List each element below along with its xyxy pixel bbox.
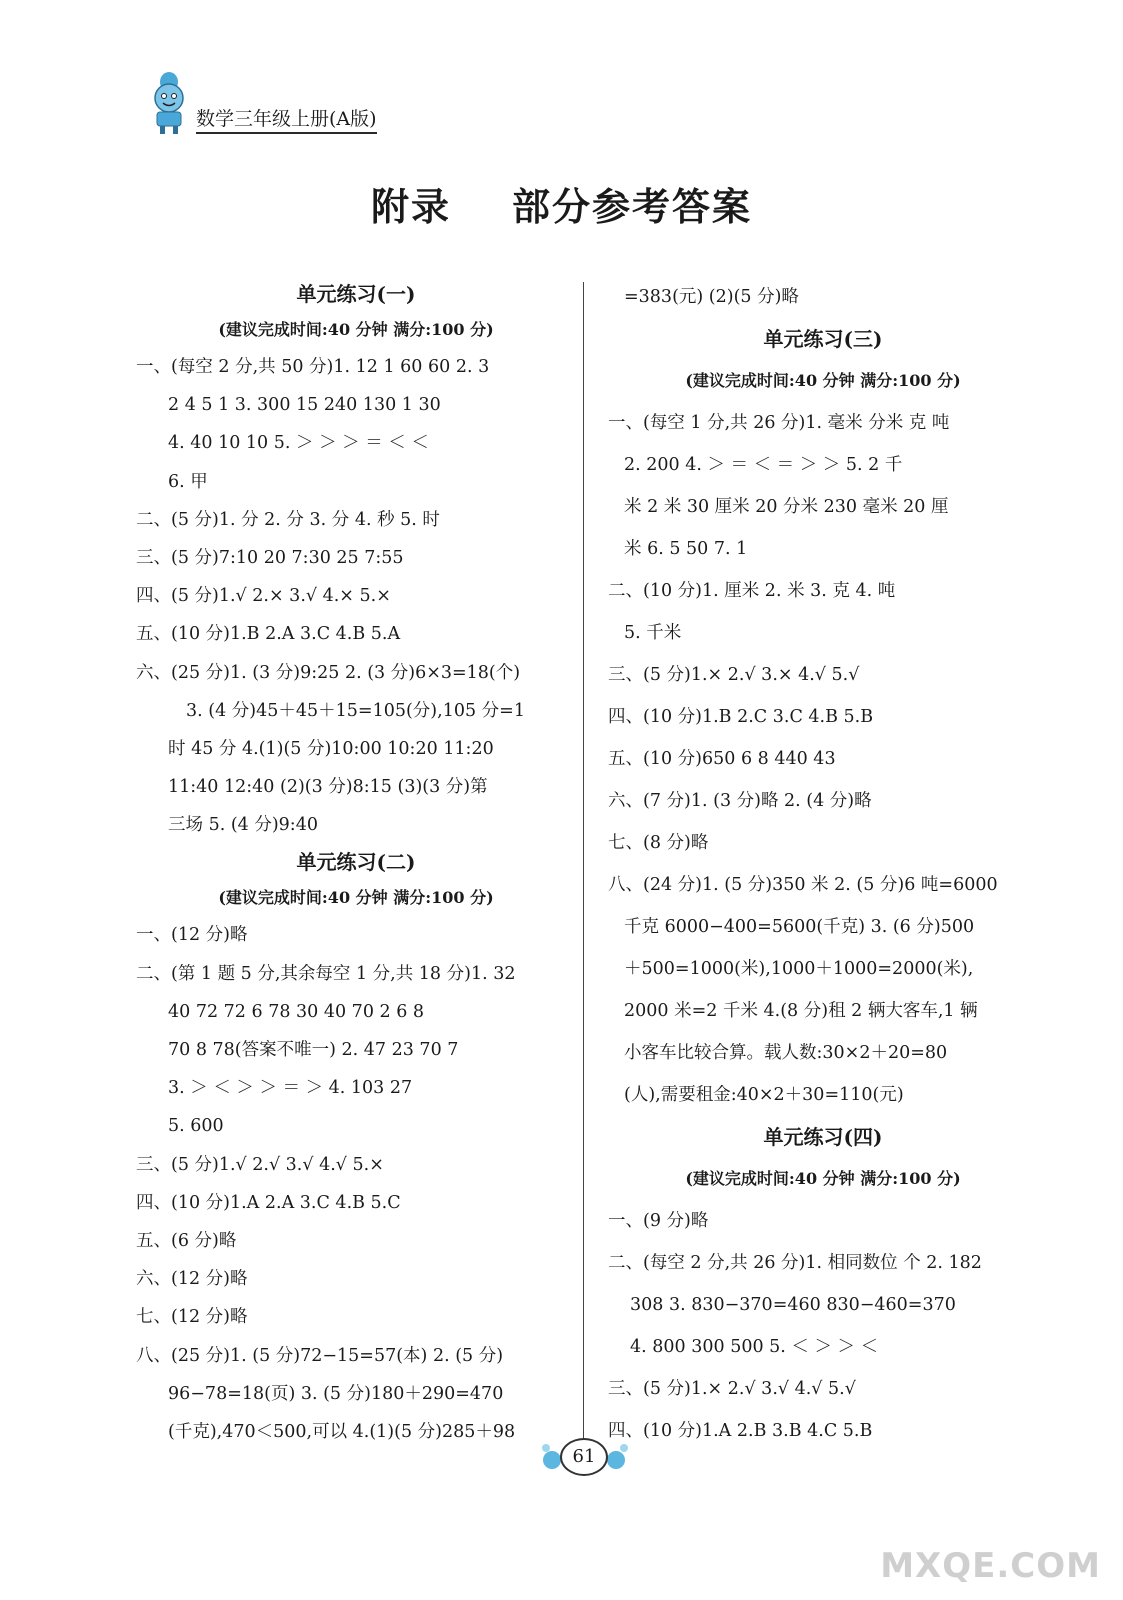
answer-line: 3. (4 分)45＋45＋15=105(分),105 分=1 [186,700,525,721]
answer-line: (人),需要租金:40×2＋30=110(元) [624,1085,904,1105]
column-divider [583,282,584,1462]
answer-line: 七、(12 分)略 [136,1307,248,1328]
answer-line: 时 45 分 4.(1)(5 分)10:00 10:20 11:20 [168,738,494,759]
answer-line: 五、(6 分)略 [136,1230,237,1251]
answer-line: 4. 800 300 500 5. ＜ ＞ ＞ ＜ [630,1337,879,1357]
section-subtitle: (建议完成时间:40 分钟 满分:100 分) [218,888,494,908]
answer-line: 六、(12 分)略 [136,1269,248,1290]
section-title: 单元练习(三) [763,327,883,351]
book-header [148,68,408,138]
section-subtitle: (建议完成时间:40 分钟 满分:100 分) [685,371,961,390]
answer-line: 11:40 12:40 (2)(3 分)8:15 (3)(3 分)第 [168,777,488,798]
answer-line: 2. 200 4. ＞ ＝ ＜ ＝ ＞ ＞ 5. 2 千 [624,455,903,475]
answer-line: 三、(5 分)7:10 20 7:30 25 7:55 [136,547,404,568]
answer-line: 3. ＞ ＜ ＞ ＞ ＝ ＞ 4. 103 27 [168,1078,413,1099]
answer-line: ＋500=1000(米),1000＋1000=2000(米), [624,959,974,979]
answer-line: 米 2 米 30 厘米 20 分米 230 毫米 20 厘 [624,497,949,517]
answer-line: 三、(5 分)1.× 2.√ 3.× 4.√ 5.√ [608,665,860,685]
answer-line: 一、(每空 1 分,共 26 分)1. 毫米 分米 克 吨 [608,413,950,433]
answer-line: 四、(5 分)1.√ 2.× 3.√ 4.× 5.× [136,586,391,607]
answer-line: 6. 甲 [168,471,208,492]
answer-line: 米 6. 5 50 7. 1 [624,539,748,559]
answer-line: 308 3. 830−370=460 830−460=370 [630,1295,956,1315]
right-column [608,276,1038,1452]
answer-line: 三、(5 分)1.× 2.√ 3.√ 4.√ 5.√ [608,1379,856,1399]
answer-line: 二、(5 分)1. 分 2. 分 3. 分 4. 秒 5. 时 [136,509,440,530]
answer-line: 一、(每空 2 分,共 50 分)1. 12 1 60 60 2. 3 [136,357,490,377]
answer-line: 六、(7 分)1. (3 分)略 2. (4 分)略 [608,791,872,811]
page-title: 附录 部分参考答案 [371,185,752,229]
answer-line: 四、(10 分)1.A 2.B 3.B 4.C 5.B [608,1421,873,1441]
answer-line: 千克 6000−400=5600(千克) 3. (6 分)500 [624,917,975,937]
answer-line: 八、(25 分)1. (5 分)72−15=57(本) 2. (5 分) [136,1345,504,1366]
answer-line: 三场 5. (4 分)9:40 [168,815,318,836]
page-number: 61 [560,1438,608,1476]
page-footer [540,1436,630,1476]
answer-line: 三、(5 分)1.√ 2.√ 3.√ 4.√ 5.× [136,1154,384,1175]
section-subtitle: (建议完成时间:40 分钟 满分:100 分) [685,1169,961,1188]
answer-line: 六、(25 分)1. (3 分)9:25 2. (3 分)6×3=18(个) [136,662,521,683]
answer-line: 一、(9 分)略 [608,1211,709,1231]
section-title: 单元练习(四) [763,1125,883,1149]
section-title: 单元练习(一) [296,282,416,306]
answer-line: 七、(8 分)略 [608,833,709,853]
answer-line: 70 8 78(答案不唯一) 2. 47 23 70 7 [168,1040,459,1060]
answer-line: 二、(第 1 题 5 分,其余每空 1 分,共 18 分)1. 32 [136,963,516,984]
answer-line: 5. 600 [168,1116,224,1137]
answer-line: (千克),470＜500,可以 4.(1)(5 分)285＋98 [168,1421,516,1442]
answer-line: 四、(10 分)1.B 2.C 3.C 4.B 5.B [608,707,874,727]
watermark-text: MXQE.COM [880,1546,1101,1586]
answer-line: 二、(10 分)1. 厘米 2. 米 3. 克 4. 吨 [608,581,896,601]
answer-line: 一、(12 分)略 [136,925,248,946]
mascot-icon [148,68,190,136]
answer-line: 2000 米=2 千米 4.(8 分)租 2 辆大客车,1 辆 [624,1001,978,1021]
answer-line: 96−78=18(页) 3. (5 分)180＋290=470 [168,1383,504,1404]
answer-line: 5. 千米 [624,623,682,643]
answer-line: 五、(10 分)650 6 8 440 43 [608,749,836,769]
answer-line: 八、(24 分)1. (5 分)350 米 2. (5 分)6 吨=6000 [608,875,998,895]
answer-line: 五、(10 分)1.B 2.A 3.C 4.B 5.A [136,624,401,645]
section-title: 单元练习(二) [296,850,416,875]
answer-line: 4. 40 10 10 5. ＞ ＞ ＞ ＝ ＜ ＜ [168,433,429,454]
left-column [136,276,576,1451]
answer-line: 40 72 72 6 78 30 40 70 2 6 8 [168,1001,425,1022]
watermark-logo [880,1514,1115,1594]
answer-line: =383(元) (2)(5 分)略 [624,287,799,307]
book-title: 数学三年级上册(A版) [196,104,377,134]
answer-line: 二、(每空 2 分,共 26 分)1. 相同数位 个 2. 182 [608,1253,982,1273]
section-subtitle: (建议完成时间:40 分钟 满分:100 分) [218,320,494,339]
answer-line: 2 4 5 1 3. 300 15 240 130 1 30 [168,395,441,416]
answer-line: 小客车比较合算。载人数:30×2＋20=80 [624,1043,948,1063]
answer-line: 四、(10 分)1.A 2.A 3.C 4.B 5.C [136,1192,401,1213]
